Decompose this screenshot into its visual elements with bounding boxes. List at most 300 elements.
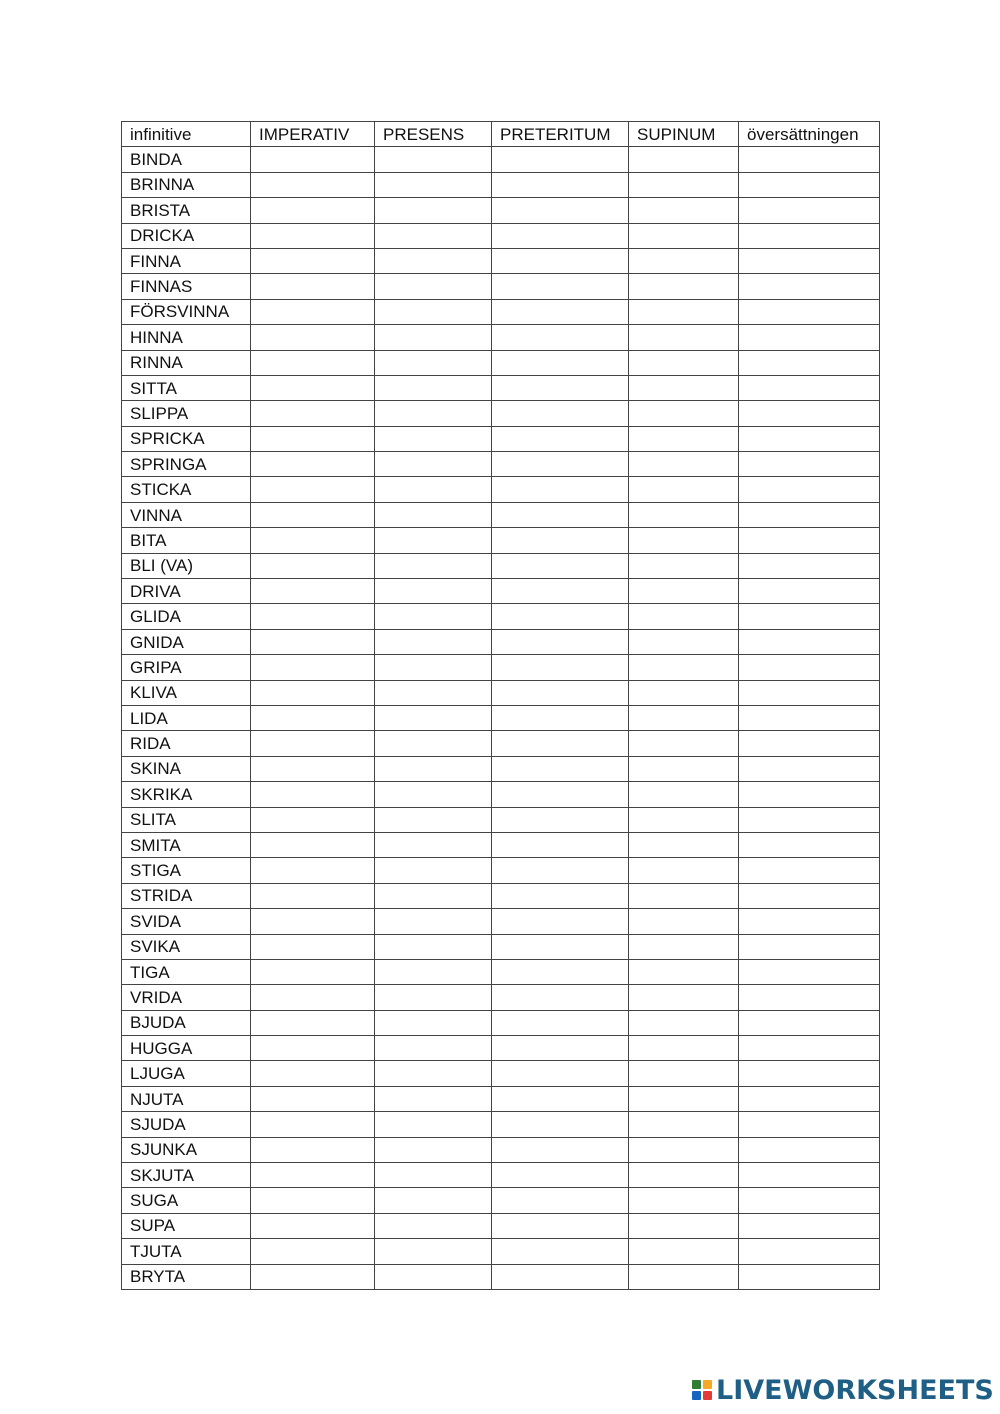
oversattningen-cell[interactable] (739, 1086, 880, 1111)
preteritum-cell[interactable] (492, 604, 629, 629)
imperativ-cell[interactable] (251, 248, 375, 273)
infinitive-cell: SPRICKA (122, 426, 251, 451)
oversattningen-cell[interactable] (739, 147, 880, 172)
preteritum-cell[interactable] (492, 1213, 629, 1238)
imperativ-cell[interactable] (251, 629, 375, 654)
supinum-cell[interactable] (629, 223, 739, 248)
imperativ-cell[interactable] (251, 858, 375, 883)
supinum-cell[interactable] (629, 934, 739, 959)
imperativ-cell[interactable] (251, 426, 375, 451)
imperativ-cell[interactable] (251, 528, 375, 553)
imperativ-cell[interactable] (251, 909, 375, 934)
logo-square-blue (692, 1391, 701, 1400)
presens-cell[interactable] (375, 1036, 492, 1061)
presens-cell[interactable] (375, 782, 492, 807)
imperativ-cell[interactable] (251, 401, 375, 426)
presens-cell[interactable] (375, 325, 492, 350)
preteritum-cell[interactable] (492, 934, 629, 959)
supinum-cell[interactable] (629, 528, 739, 553)
infinitive-cell: VRIDA (122, 985, 251, 1010)
imperativ-cell[interactable] (251, 959, 375, 984)
presens-cell[interactable] (375, 655, 492, 680)
infinitive-cell: SVIKA (122, 934, 251, 959)
presens-cell[interactable] (375, 705, 492, 730)
oversattningen-cell[interactable] (739, 604, 880, 629)
preteritum-cell[interactable] (492, 705, 629, 730)
preteritum-cell[interactable] (492, 832, 629, 857)
presens-cell[interactable] (375, 553, 492, 578)
preteritum-cell[interactable] (492, 655, 629, 680)
imperativ-cell[interactable] (251, 172, 375, 197)
oversattningen-cell[interactable] (739, 832, 880, 857)
supinum-cell[interactable] (629, 477, 739, 502)
supinum-cell[interactable] (629, 832, 739, 857)
infinitive-cell: SITTA (122, 375, 251, 400)
imperativ-cell[interactable] (251, 1061, 375, 1086)
oversattningen-cell[interactable] (739, 807, 880, 832)
oversattningen-cell[interactable] (739, 579, 880, 604)
supinum-cell[interactable] (629, 909, 739, 934)
presens-cell[interactable] (375, 1213, 492, 1238)
supinum-cell[interactable] (629, 985, 739, 1010)
supinum-cell[interactable] (629, 1010, 739, 1035)
presens-cell[interactable] (375, 756, 492, 781)
infinitive-cell: STIGA (122, 858, 251, 883)
infinitive-cell: SKINA (122, 756, 251, 781)
presens-cell[interactable] (375, 274, 492, 299)
imperativ-cell[interactable] (251, 198, 375, 223)
supinum-cell[interactable] (629, 1264, 739, 1289)
oversattningen-cell[interactable] (739, 959, 880, 984)
oversattningen-cell[interactable] (739, 1239, 880, 1264)
supinum-cell[interactable] (629, 248, 739, 273)
supinum-cell[interactable] (629, 807, 739, 832)
supinum-cell[interactable] (629, 858, 739, 883)
supinum-cell[interactable] (629, 959, 739, 984)
presens-cell[interactable] (375, 1163, 492, 1188)
supinum-cell[interactable] (629, 629, 739, 654)
oversattningen-cell[interactable] (739, 401, 880, 426)
preteritum-cell[interactable] (492, 731, 629, 756)
infinitive-cell: TJUTA (122, 1239, 251, 1264)
oversattningen-cell[interactable] (739, 858, 880, 883)
oversattningen-cell[interactable] (739, 1112, 880, 1137)
infinitive-cell: STRIDA (122, 883, 251, 908)
preteritum-cell[interactable] (492, 680, 629, 705)
presens-cell[interactable] (375, 985, 492, 1010)
oversattningen-cell[interactable] (739, 680, 880, 705)
oversattningen-cell[interactable] (739, 299, 880, 324)
presens-cell[interactable] (375, 1239, 492, 1264)
preteritum-cell[interactable] (492, 426, 629, 451)
imperativ-cell[interactable] (251, 604, 375, 629)
supinum-cell[interactable] (629, 350, 739, 375)
header-imperativ: IMPERATIV (251, 122, 375, 147)
table-row (122, 1213, 880, 1238)
table-row (122, 832, 880, 857)
infinitive-cell: FÖRSVINNA (122, 299, 251, 324)
supinum-cell[interactable] (629, 782, 739, 807)
infinitive-cell: SLIPPA (122, 401, 251, 426)
presens-cell[interactable] (375, 909, 492, 934)
preteritum-cell[interactable] (492, 1188, 629, 1213)
supinum-cell[interactable] (629, 731, 739, 756)
oversattningen-cell[interactable] (739, 198, 880, 223)
preteritum-cell[interactable] (492, 172, 629, 197)
infinitive-cell: SLITA (122, 807, 251, 832)
presens-cell[interactable] (375, 858, 492, 883)
presens-cell[interactable] (375, 401, 492, 426)
supinum-cell[interactable] (629, 680, 739, 705)
imperativ-cell[interactable] (251, 1036, 375, 1061)
supinum-cell[interactable] (629, 452, 739, 477)
verb-rows (122, 147, 880, 1290)
supinum-cell[interactable] (629, 579, 739, 604)
table-row (122, 1188, 880, 1213)
imperativ-cell[interactable] (251, 477, 375, 502)
oversattningen-cell[interactable] (739, 655, 880, 680)
oversattningen-cell[interactable] (739, 1264, 880, 1289)
imperativ-cell[interactable] (251, 350, 375, 375)
infinitive-cell: NJUTA (122, 1086, 251, 1111)
table-row (122, 858, 880, 883)
table-row (122, 1264, 880, 1289)
infinitive-cell: FINNAS (122, 274, 251, 299)
supinum-cell[interactable] (629, 401, 739, 426)
imperativ-cell[interactable] (251, 1264, 375, 1289)
supinum-cell[interactable] (629, 1213, 739, 1238)
table-row (122, 452, 880, 477)
table-row (122, 223, 880, 248)
oversattningen-cell[interactable] (739, 985, 880, 1010)
oversattningen-cell[interactable] (739, 274, 880, 299)
presens-cell[interactable] (375, 1188, 492, 1213)
preteritum-cell[interactable] (492, 223, 629, 248)
imperativ-cell[interactable] (251, 299, 375, 324)
oversattningen-cell[interactable] (739, 477, 880, 502)
preteritum-cell[interactable] (492, 1264, 629, 1289)
oversattningen-cell[interactable] (739, 350, 880, 375)
imperativ-cell[interactable] (251, 756, 375, 781)
infinitive-cell: DRICKA (122, 223, 251, 248)
preteritum-cell[interactable] (492, 528, 629, 553)
preteritum-cell[interactable] (492, 858, 629, 883)
infinitive-cell: RIDA (122, 731, 251, 756)
preteritum-cell[interactable] (492, 502, 629, 527)
preteritum-cell[interactable] (492, 274, 629, 299)
supinum-cell[interactable] (629, 147, 739, 172)
table-row (122, 705, 880, 730)
header-infinitive: infinitive (122, 122, 251, 147)
presens-cell[interactable] (375, 198, 492, 223)
presens-cell[interactable] (375, 629, 492, 654)
supinum-cell[interactable] (629, 1112, 739, 1137)
imperativ-cell[interactable] (251, 223, 375, 248)
imperativ-cell[interactable] (251, 1137, 375, 1162)
infinitive-cell: HUGGA (122, 1036, 251, 1061)
infinitive-cell: SKRIKA (122, 782, 251, 807)
presens-cell[interactable] (375, 1061, 492, 1086)
infinitive-cell: SJUNKA (122, 1137, 251, 1162)
oversattningen-cell[interactable] (739, 883, 880, 908)
imperativ-cell[interactable] (251, 553, 375, 578)
presens-cell[interactable] (375, 1010, 492, 1035)
imperativ-cell[interactable] (251, 1188, 375, 1213)
table-row (122, 375, 880, 400)
imperativ-cell[interactable] (251, 782, 375, 807)
infinitive-cell: BITA (122, 528, 251, 553)
preteritum-cell[interactable] (492, 959, 629, 984)
oversattningen-cell[interactable] (739, 528, 880, 553)
oversattningen-cell[interactable] (739, 1061, 880, 1086)
presens-cell[interactable] (375, 959, 492, 984)
oversattningen-cell[interactable] (739, 1163, 880, 1188)
oversattningen-cell[interactable] (739, 248, 880, 273)
table-row (122, 248, 880, 273)
supinum-cell[interactable] (629, 705, 739, 730)
oversattningen-cell[interactable] (739, 1213, 880, 1238)
table-row (122, 782, 880, 807)
supinum-cell[interactable] (629, 1061, 739, 1086)
preteritum-cell[interactable] (492, 782, 629, 807)
table-row (122, 655, 880, 680)
preteritum-cell[interactable] (492, 1010, 629, 1035)
imperativ-cell[interactable] (251, 579, 375, 604)
oversattningen-cell[interactable] (739, 909, 880, 934)
presens-cell[interactable] (375, 731, 492, 756)
infinitive-cell: LJUGA (122, 1061, 251, 1086)
table-row (122, 426, 880, 451)
supinum-cell[interactable] (629, 1239, 739, 1264)
supinum-cell[interactable] (629, 604, 739, 629)
supinum-cell[interactable] (629, 198, 739, 223)
infinitive-cell: SJUDA (122, 1112, 251, 1137)
table-row (122, 198, 880, 223)
table-row (122, 985, 880, 1010)
preteritum-cell[interactable] (492, 1137, 629, 1162)
header-supinum: SUPINUM (629, 122, 739, 147)
imperativ-cell[interactable] (251, 832, 375, 857)
presens-cell[interactable] (375, 299, 492, 324)
presens-cell[interactable] (375, 934, 492, 959)
imperativ-cell[interactable] (251, 1213, 375, 1238)
logo-square-red (703, 1391, 712, 1400)
presens-cell[interactable] (375, 172, 492, 197)
table-row (122, 756, 880, 781)
table-row (122, 325, 880, 350)
supinum-cell[interactable] (629, 1188, 739, 1213)
infinitive-cell: GRIPA (122, 655, 251, 680)
oversattningen-cell[interactable] (739, 1036, 880, 1061)
table-row (122, 680, 880, 705)
oversattningen-cell[interactable] (739, 223, 880, 248)
imperativ-cell[interactable] (251, 680, 375, 705)
table-row (122, 1163, 880, 1188)
table-row (122, 401, 880, 426)
presens-cell[interactable] (375, 452, 492, 477)
supinum-cell[interactable] (629, 172, 739, 197)
preteritum-cell[interactable] (492, 579, 629, 604)
oversattningen-cell[interactable] (739, 452, 880, 477)
preteritum-cell[interactable] (492, 325, 629, 350)
oversattningen-cell[interactable] (739, 172, 880, 197)
preteritum-cell[interactable] (492, 909, 629, 934)
preteritum-cell[interactable] (492, 756, 629, 781)
preteritum-cell[interactable] (492, 629, 629, 654)
imperativ-cell[interactable] (251, 1086, 375, 1111)
preteritum-cell[interactable] (492, 452, 629, 477)
imperativ-cell[interactable] (251, 1010, 375, 1035)
oversattningen-cell[interactable] (739, 1010, 880, 1035)
presens-cell[interactable] (375, 375, 492, 400)
imperativ-cell[interactable] (251, 502, 375, 527)
preteritum-cell[interactable] (492, 1163, 629, 1188)
infinitive-cell: HINNA (122, 325, 251, 350)
presens-cell[interactable] (375, 502, 492, 527)
preteritum-cell[interactable] (492, 985, 629, 1010)
table-row (122, 959, 880, 984)
table-row (122, 1239, 880, 1264)
oversattningen-cell[interactable] (739, 502, 880, 527)
preteritum-cell[interactable] (492, 401, 629, 426)
table-row (122, 807, 880, 832)
oversattningen-cell[interactable] (739, 934, 880, 959)
supinum-cell[interactable] (629, 756, 739, 781)
presens-cell[interactable] (375, 223, 492, 248)
preteritum-cell[interactable] (492, 248, 629, 273)
supinum-cell[interactable] (629, 883, 739, 908)
table-row (122, 1010, 880, 1035)
imperativ-cell[interactable] (251, 274, 375, 299)
supinum-cell[interactable] (629, 426, 739, 451)
supinum-cell[interactable] (629, 299, 739, 324)
preteritum-cell[interactable] (492, 553, 629, 578)
imperativ-cell[interactable] (251, 375, 375, 400)
presens-cell[interactable] (375, 1086, 492, 1111)
infinitive-cell: BJUDA (122, 1010, 251, 1035)
oversattningen-cell[interactable] (739, 553, 880, 578)
infinitive-cell: BRYTA (122, 1264, 251, 1289)
oversattningen-cell[interactable] (739, 782, 880, 807)
oversattningen-cell[interactable] (739, 629, 880, 654)
supinum-cell[interactable] (629, 1163, 739, 1188)
presens-cell[interactable] (375, 1137, 492, 1162)
infinitive-cell: SMITA (122, 832, 251, 857)
preteritum-cell[interactable] (492, 883, 629, 908)
preteritum-cell[interactable] (492, 477, 629, 502)
infinitive-cell: GLIDA (122, 604, 251, 629)
infinitive-cell: DRIVA (122, 579, 251, 604)
preteritum-cell[interactable] (492, 375, 629, 400)
table-row (122, 909, 880, 934)
imperativ-cell[interactable] (251, 934, 375, 959)
supinum-cell[interactable] (629, 274, 739, 299)
imperativ-cell[interactable] (251, 807, 375, 832)
supinum-cell[interactable] (629, 655, 739, 680)
oversattningen-cell[interactable] (739, 426, 880, 451)
imperativ-cell[interactable] (251, 1239, 375, 1264)
preteritum-cell[interactable] (492, 299, 629, 324)
supinum-cell[interactable] (629, 325, 739, 350)
preteritum-cell[interactable] (492, 350, 629, 375)
imperativ-cell[interactable] (251, 452, 375, 477)
presens-cell[interactable] (375, 1112, 492, 1137)
supinum-cell[interactable] (629, 1036, 739, 1061)
presens-cell[interactable] (375, 832, 492, 857)
imperativ-cell[interactable] (251, 147, 375, 172)
presens-cell[interactable] (375, 883, 492, 908)
header-preteritum: PRETERITUM (492, 122, 629, 147)
supinum-cell[interactable] (629, 375, 739, 400)
supinum-cell[interactable] (629, 553, 739, 578)
oversattningen-cell[interactable] (739, 1137, 880, 1162)
presens-cell[interactable] (375, 604, 492, 629)
preteritum-cell[interactable] (492, 807, 629, 832)
imperativ-cell[interactable] (251, 1163, 375, 1188)
presens-cell[interactable] (375, 807, 492, 832)
preteritum-cell[interactable] (492, 1036, 629, 1061)
presens-cell[interactable] (375, 426, 492, 451)
oversattningen-cell[interactable] (739, 731, 880, 756)
oversattningen-cell[interactable] (739, 756, 880, 781)
infinitive-cell: SKJUTA (122, 1163, 251, 1188)
infinitive-cell: GNIDA (122, 629, 251, 654)
header-presens: PRESENS (375, 122, 492, 147)
imperativ-cell[interactable] (251, 705, 375, 730)
oversattningen-cell[interactable] (739, 375, 880, 400)
presens-cell[interactable] (375, 147, 492, 172)
preteritum-cell[interactable] (492, 198, 629, 223)
supinum-cell[interactable] (629, 1137, 739, 1162)
preteritum-cell[interactable] (492, 1086, 629, 1111)
imperativ-cell[interactable] (251, 883, 375, 908)
presens-cell[interactable] (375, 477, 492, 502)
preteritum-cell[interactable] (492, 147, 629, 172)
imperativ-cell[interactable] (251, 985, 375, 1010)
infinitive-cell: KLIVA (122, 680, 251, 705)
imperativ-cell[interactable] (251, 1112, 375, 1137)
oversattningen-cell[interactable] (739, 325, 880, 350)
imperativ-cell[interactable] (251, 655, 375, 680)
supinum-cell[interactable] (629, 1086, 739, 1111)
table-row (122, 553, 880, 578)
presens-cell[interactable] (375, 1264, 492, 1289)
infinitive-cell: STICKA (122, 477, 251, 502)
preteritum-cell[interactable] (492, 1061, 629, 1086)
table-row (122, 502, 880, 527)
logo-square-green (692, 1380, 701, 1389)
table-row (122, 1137, 880, 1162)
presens-cell[interactable] (375, 579, 492, 604)
presens-cell[interactable] (375, 350, 492, 375)
oversattningen-cell[interactable] (739, 705, 880, 730)
logo-square-yellow (703, 1380, 712, 1389)
presens-cell[interactable] (375, 680, 492, 705)
imperativ-cell[interactable] (251, 325, 375, 350)
table-row (122, 350, 880, 375)
header-oversattningen: översättningen (739, 122, 880, 147)
presens-cell[interactable] (375, 528, 492, 553)
supinum-cell[interactable] (629, 502, 739, 527)
oversattningen-cell[interactable] (739, 1188, 880, 1213)
presens-cell[interactable] (375, 248, 492, 273)
imperativ-cell[interactable] (251, 731, 375, 756)
preteritum-cell[interactable] (492, 1112, 629, 1137)
table-row (122, 934, 880, 959)
infinitive-cell: VINNA (122, 502, 251, 527)
infinitive-cell: SUPA (122, 1213, 251, 1238)
preteritum-cell[interactable] (492, 1239, 629, 1264)
